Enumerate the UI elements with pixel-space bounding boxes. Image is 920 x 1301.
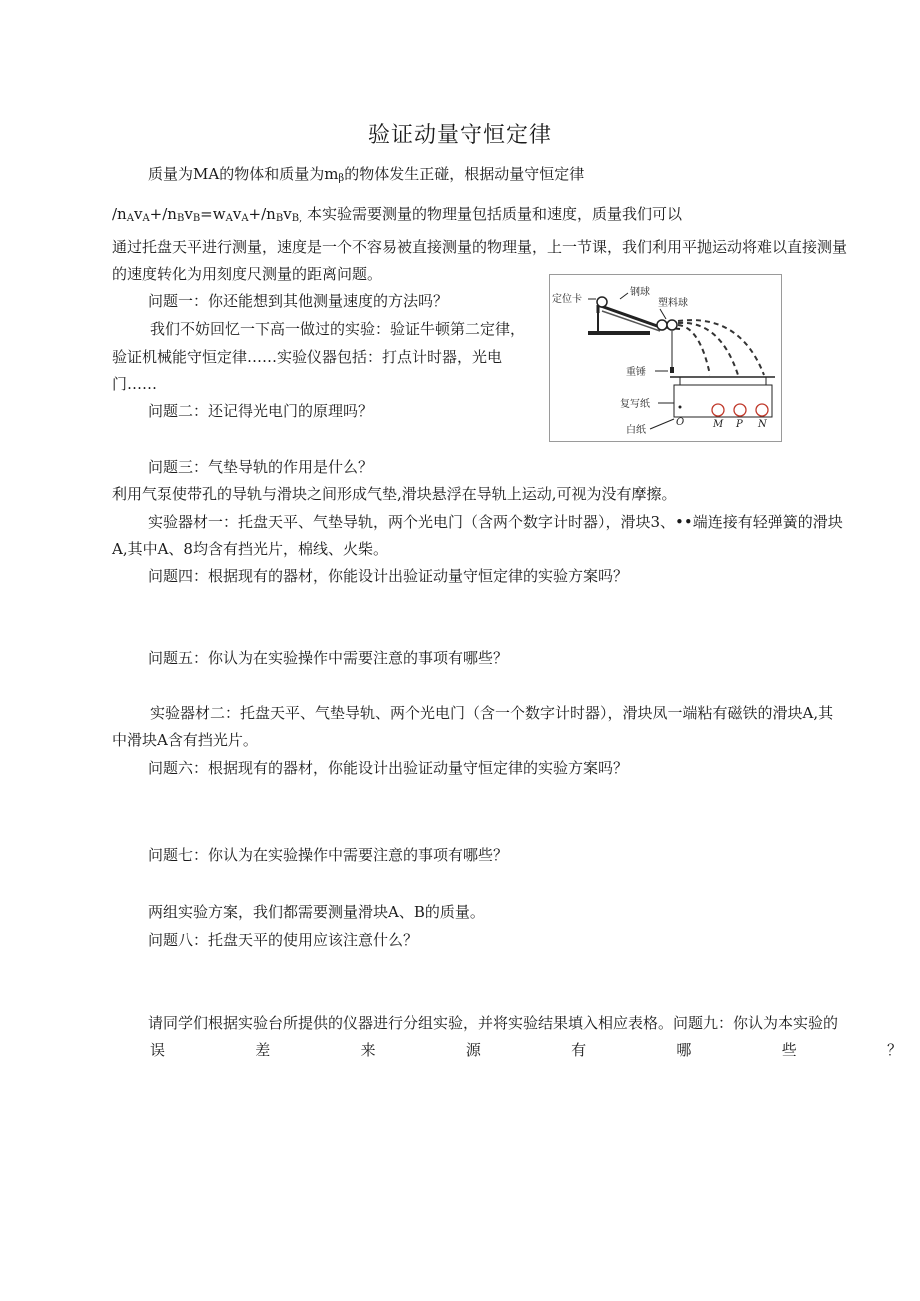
closing-char: 哪 <box>676 1041 692 1059</box>
label-P: P <box>736 419 743 430</box>
intro-line-4: 的速度转化为用刻度尺测量的距离问题。 <box>112 265 383 283</box>
label-M: M <box>713 419 724 430</box>
closing-char: 些 <box>781 1041 797 1059</box>
equipment-2-line-1: 实验器材二：托盘天平、气垫导轨、两个光电门（含一个数字计时器），滑块凤一端粘有磁铁的滑块A,其 <box>150 704 834 722</box>
recall-line-1: 我们不妨回忆一下高一做过的实验：验证牛顿第二定律， <box>150 320 526 338</box>
mark-M <box>712 404 724 416</box>
label-steel-ball: 钢球 <box>630 287 650 298</box>
closing-char: 来 <box>360 1041 376 1059</box>
mark-N <box>756 404 768 416</box>
closing-line-1: 请同学们根据实验台所提供的仪器进行分组实验，并将实验结果填入相应表格。问题九：你认为本实验的 <box>148 1014 839 1032</box>
steel-ball-start <box>597 297 607 307</box>
question-8: 问题八：托盘天平的使用应该注意什么？ <box>148 931 419 949</box>
question-3: 问题三：气垫导轨的作用是什么？ <box>148 458 374 476</box>
label-plastic-ball: 塑料球 <box>658 298 688 309</box>
closing-char: ？ <box>886 1041 902 1059</box>
label-N: N <box>758 419 767 430</box>
page-title: 验证动量守恒定律 <box>367 123 552 148</box>
label-plumb: 重锤 <box>626 367 646 378</box>
label-positioner: 定位卡 <box>552 294 582 305</box>
closing-char: 差 <box>255 1041 271 1059</box>
collision-apparatus-illustration <box>550 275 781 441</box>
equipment-1-line-1: 实验器材一：托盘天平、气垫导轨，两个光电门（含两个数字计时器），滑块3、••端连接有轻弹簧的滑块 <box>148 513 843 531</box>
closing-char: 有 <box>571 1041 587 1059</box>
question-3-answer: 利用气泵使带孔的导轨与滑块之间形成气垫,滑块悬浮在导轨上运动,可视为没有摩擦。 <box>112 485 677 503</box>
recall-line-3: 门…… <box>112 375 158 393</box>
label-carbon-paper: 复写纸 <box>620 399 650 410</box>
question-1: 问题一：你还能想到其他测量速度的方法吗？ <box>148 292 449 310</box>
closing-char: 误 <box>150 1041 166 1059</box>
question-5: 问题五：你认为在实验操作中需要注意的事项有哪些？ <box>148 649 509 667</box>
both-schemes-note: 两组实验方案，我们都需要测量滑块A、B的质量。 <box>148 903 485 921</box>
mark-P <box>734 404 746 416</box>
intro-line-1: 质量为MA的物体和质量为$m_\beta$的物体发生正碰，根据动量守恒定律 <box>148 165 585 184</box>
question-4: 问题四：根据现有的器材，你能设计出验证动量守恒定律的实验方案吗？ <box>148 567 629 585</box>
equipment-1-line-2: A,其中A、8均含有挡光片，棉线、火柴。 <box>112 540 388 558</box>
closing-line-2 <box>150 1039 902 1061</box>
question-6: 问题六：根据现有的器材，你能设计出验证动量守恒定律的实验方案吗？ <box>148 759 629 777</box>
question-2: 问题二：还记得光电门的原理吗？ <box>148 402 374 420</box>
label-O: O <box>676 417 685 428</box>
plastic-ball <box>667 320 677 330</box>
intro-line-3: 通过托盘天平进行测量，速度是一个不容易被直接测量的物理量，上一节课，我们利用平抛运动将难以直接测量 <box>112 238 848 256</box>
momentum-formula: $/n_Av_A+/n_Bv_B=w_Av_A+/n_Bv_{B,}$ <box>112 205 303 224</box>
label-white-paper: 白纸 <box>626 425 646 436</box>
steel-ball <box>657 320 667 330</box>
experiment-diagram <box>549 274 782 442</box>
intro-formula-line: $/n_Av_A+/n_Bv_B=w_Av_A+/n_Bv_{B,}$ 本实验需要测量的物理量包括质量和速度，质量我们可以 <box>112 205 683 224</box>
equipment-2-line-2: 中滑块A含有挡光片。 <box>112 731 258 749</box>
closing-char: 源 <box>465 1041 481 1059</box>
recall-line-2: 验证机械能守恒定律……实验仪器包括：打点计时器，光电 <box>112 348 503 366</box>
question-7: 问题七：你认为在实验操作中需要注意的事项有哪些？ <box>148 846 509 864</box>
